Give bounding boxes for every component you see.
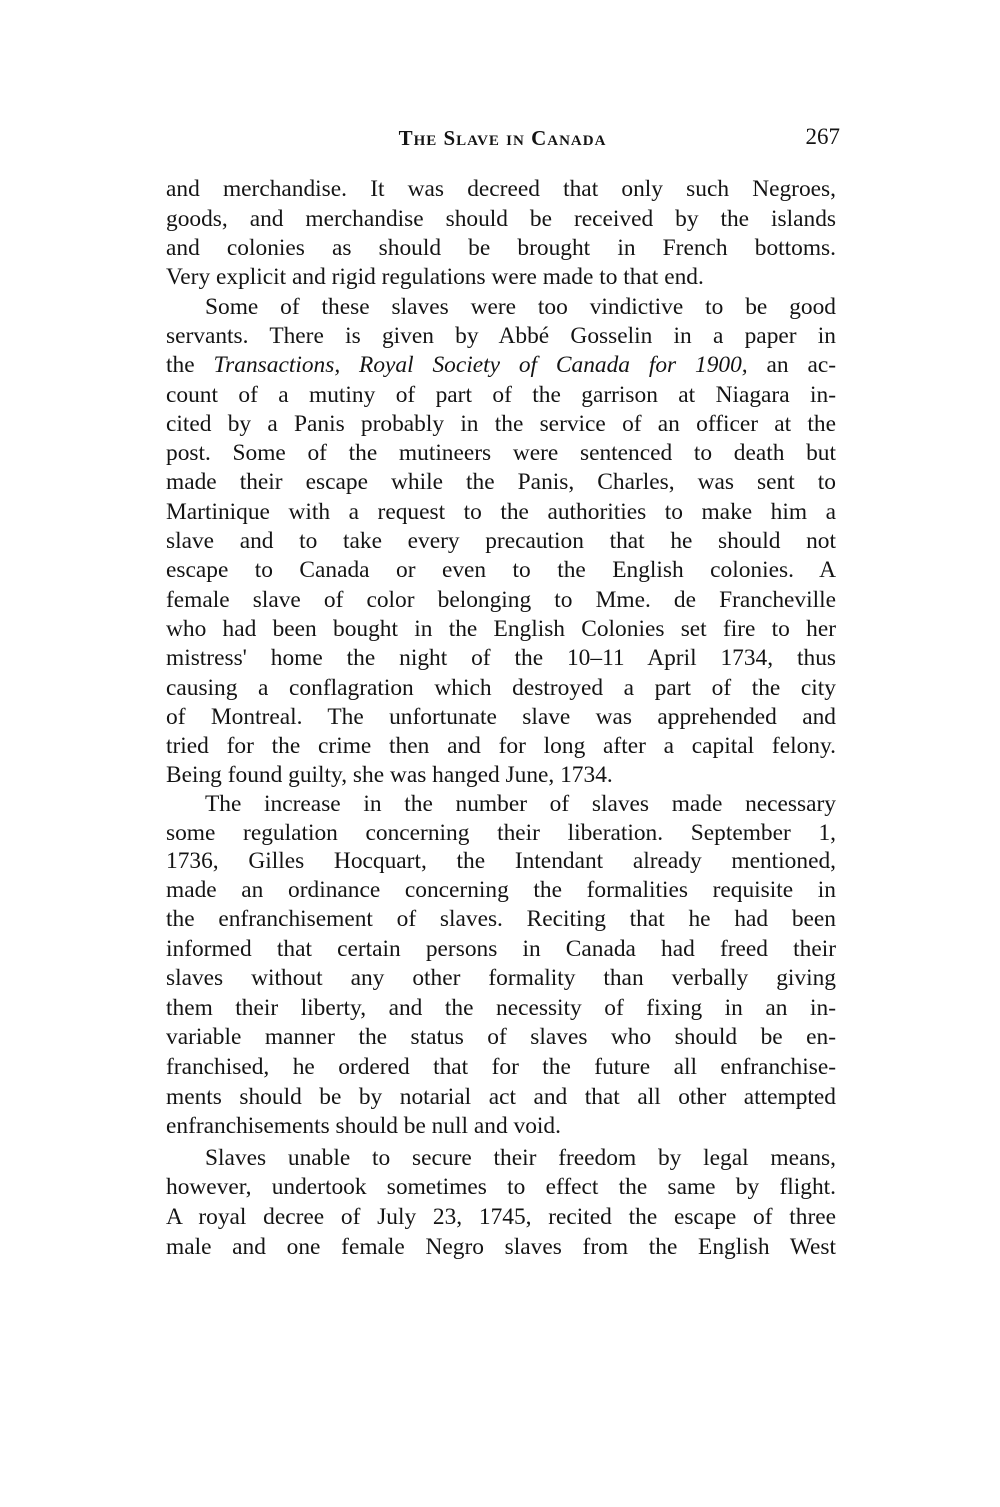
text-line: 1736, Gilles Hocquart, the Intendant already mentioned,: [166, 848, 836, 874]
text-line: A royal decree of July 23, 1745, recited the escape of three: [166, 1204, 836, 1230]
text-line: causing a conflagration which destroyed a part of the city: [166, 675, 836, 701]
text-line: slaves without any other formality than verbally giving: [166, 965, 836, 991]
text-line: Some of these slaves were too vindictive to be good: [205, 294, 836, 320]
text-line: made an ordinance concerning the formalities requisite in: [166, 877, 836, 903]
text-line: Slaves unable to secure their freedom by legal means,: [205, 1145, 836, 1171]
text-line: Very explicit and rigid regulations were made to that end.: [166, 264, 704, 290]
text-line: female slave of color belonging to Mme. de Francheville: [166, 587, 836, 613]
page-number: 267: [805, 124, 840, 149]
text-line: escape to Canada or even to the English colonies. A: [166, 557, 836, 583]
text-line: count of a mutiny of part of the garrison at Niagara in-: [166, 382, 836, 408]
text-line: some regulation concerning their liberation. September 1,: [166, 820, 836, 846]
text-line: of Montreal. The unfortunate slave was apprehended and: [166, 704, 836, 730]
text-line: Being found guilty, she was hanged June, 1734.: [166, 762, 613, 788]
text-line: made their escape while the Panis, Charles, was sent to: [166, 469, 836, 495]
text-line: variable manner the status of slaves who should be en-: [166, 1024, 836, 1050]
text-line: slave and to take every precaution that he should not: [166, 528, 836, 554]
text-line: however, undertook sometimes to effect the same by flight.: [166, 1174, 836, 1200]
running-title: The Slave in Canada: [398, 126, 607, 150]
running-head: [165, 124, 840, 158]
text-line: informed that certain persons in Canada had freed their: [166, 936, 836, 962]
text-line: Martinique with a request to the authorities to make him a: [166, 499, 836, 525]
text-line: the enfranchisement of slaves. Reciting that he had been: [166, 906, 836, 932]
text-line: post. Some of the mutineers were sentenced to death but: [166, 440, 836, 466]
text-line: The increase in the number of slaves made necessary: [205, 791, 836, 817]
text-line: [166, 350, 836, 380]
text-line: who had been bought in the English Colonies set fire to her: [166, 616, 836, 642]
text-line: mistress' home the night of the 10–11 April 1734, thus: [166, 645, 836, 671]
text-line: ments should be by notarial act and that all other attempted: [166, 1084, 836, 1110]
text-span: the: [166, 352, 214, 378]
text-line: servants. There is given by Abbé Gosselin in a paper in: [166, 323, 836, 349]
text-line: and merchandise. It was decreed that only such Negroes,: [166, 176, 836, 202]
italic-title: Transactions, Royal Society of Canada for 1900,: [213, 352, 748, 378]
text-line: tried for the crime then and for long after a capital felony.: [166, 733, 836, 759]
text-line: franchised, he ordered that for the future all enfranchise-: [166, 1054, 836, 1080]
text-line: and colonies as should be brought in French bottoms.: [166, 235, 836, 261]
text-line: enfranchisements should be null and void.: [166, 1113, 561, 1139]
text-line: them their liberty, and the necessity of fixing in an in-: [166, 995, 836, 1021]
text-span: an ac-: [747, 352, 836, 378]
text-line: male and one female Negro slaves from the English West: [166, 1234, 836, 1260]
text-line: goods, and merchandise should be received by the islands: [166, 206, 836, 232]
text-line: cited by a Panis probably in the service of an officer at the: [166, 411, 836, 437]
